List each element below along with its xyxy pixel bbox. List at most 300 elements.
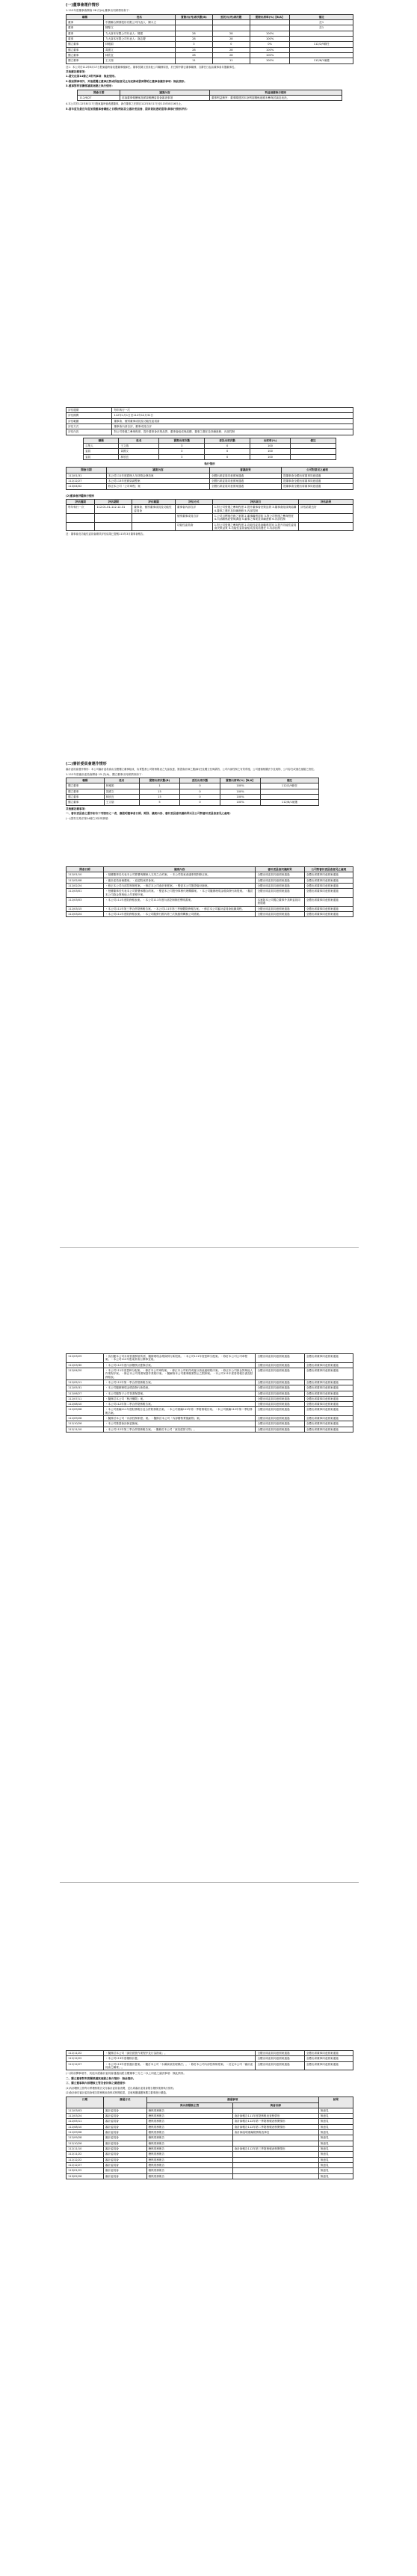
note-2: 二、獨立董事對利害關係議案迴避之執行情形：無此情形。 [66, 2076, 136, 2080]
table-header-cell: 開會日期 [78, 90, 120, 95]
table-cell: ・本公司重編111年度財務報告及合併財務報告案。・本公司重編112年第一季財務報告案。・本公司重編112年第二季財務報告案。 [103, 1407, 256, 1416]
table-header-cell: 開會日期 [67, 468, 107, 473]
table-row [67, 42, 353, 47]
table-cell: 審計委員會 [103, 2119, 146, 2124]
table-row [67, 36, 353, 41]
table-cell: 全體出席董事同意照案通過 [304, 2056, 353, 2061]
table-cell: 100% [250, 58, 290, 63]
table-row [67, 20, 353, 25]
table-cell: 董事 [67, 20, 104, 25]
table-cell: 全體出席董事同意照案通過 [304, 1379, 353, 1385]
table-row [67, 2147, 353, 2152]
table-cell: 100% [220, 783, 261, 789]
table-cell: ・本公司111年度財務報表案。・本公司111年度內部控制制度聲明書案。 [103, 897, 256, 906]
other-items: 其他應記載事項： [66, 807, 87, 810]
audit-resolutions-table [66, 866, 353, 917]
table-cell: 112年1月1日至112年12月31日 [112, 413, 353, 418]
table-cell [232, 2157, 318, 2162]
table-header-cell: 職稱 [67, 14, 104, 19]
table-cell: 對公司營運之參與程度、提升董事會決策品質、董事會組成與結構、董事之選任及持續進修、內部控制 [112, 429, 353, 435]
table-header-cell: 評估項目 [212, 500, 298, 505]
table-cell: 112/12/27 [67, 2162, 104, 2167]
table-cell: 每年執行一次 [67, 505, 95, 514]
table-cell: 全體出席董事同意照案通過 [304, 1391, 353, 1396]
table-cell: 評估週期 [67, 408, 112, 413]
table-cell: 1.對公司營運之參與程度 2.提升董事會決策品質 3.董事會組成與結構 4.董事之選任及持續進修 5.內部控制 [212, 505, 298, 514]
table-cell: 全體出席委員同意照案通過 [256, 889, 304, 898]
table-row [67, 31, 353, 36]
table-cell: 112/05/31 [67, 1385, 104, 1391]
table-header-cell: 備註 [290, 14, 353, 19]
table-row [67, 505, 353, 514]
table-cell: 個別董事成員自評 [175, 513, 212, 522]
audit-committee-section [66, 762, 353, 822]
table-row [67, 2135, 353, 2141]
table-cell: 註1 [290, 25, 353, 31]
table-cell: 全體出席委員同意照案通過 [256, 1407, 304, 1416]
table-cell [261, 789, 319, 794]
table-header-cell: 議案內容 [120, 90, 209, 95]
table-row [67, 58, 353, 63]
table-row [67, 1391, 353, 1396]
table-cell: 會計師報告112年第一季財務報表核閱情形 [232, 2119, 318, 2124]
table-cell: 稽核業務報告 [146, 2135, 232, 2141]
table-cell: 評估方式 [67, 423, 112, 429]
table-cell: 0 [179, 789, 220, 794]
table-cell: ・本公司113年度稽核計畫。 [103, 2056, 256, 2061]
table-row [67, 1354, 353, 1363]
table-cell: 112/03/29 [67, 1354, 104, 1363]
table-cell: 全體出席委員同意照案通過 [256, 906, 304, 911]
table-header-cell: 開會日期 [67, 867, 104, 872]
table-cell: 力大資本有限公司代表人：陳建 [103, 31, 175, 36]
table-cell: 王文瑞 [103, 58, 175, 63]
table-row [67, 2173, 353, 2179]
other-items-heading: 其他應記載事項： [66, 69, 87, 73]
table-cell: ・本公司112年第一季合併財務報告案。 [103, 1379, 256, 1385]
table-cell: 112/01/31 [67, 473, 107, 478]
table-cell: 113/01/22 [67, 2168, 104, 2173]
audit-intro-2: 1.112年度審計委員會開會 15 次(A)，獨立董事出列席情形如下： [66, 772, 145, 776]
table-cell: 28 [175, 47, 212, 52]
table-cell: 100% [220, 794, 261, 799]
table-row [67, 1362, 353, 1368]
section-heading: (一)董事會運作情形 [66, 3, 99, 7]
table-cell: 董事 [67, 25, 104, 31]
comm-header-cpa: 與會計師 [232, 2102, 318, 2108]
table-cell: 稽核業務報告 [146, 2124, 232, 2129]
table-header-cell: 評估方式 [175, 500, 212, 505]
communication-table [66, 2097, 353, 2179]
table-cell: 會計師說明重編財務報表事宜 [232, 2130, 318, 2135]
table-cell: 112/03/15 [67, 906, 104, 911]
table-cell: ・為因應本公司未來營運發展所需，擬辦理現金增資發行新股案。・本公司111年度盈餘分配案。・修訂本公司公司章程案。・本公司112年股東常會召開事宜案。 [103, 1354, 256, 1363]
table-cell: 無意見 [318, 2152, 353, 2157]
evaluation-overview-table [66, 407, 353, 435]
comm-header-matters: 溝通事項 [146, 2097, 318, 2102]
table-cell: 董事會、個別董事成員及功能性委員會 [132, 505, 176, 514]
table-row [67, 783, 319, 789]
table-row [67, 800, 319, 805]
board-operation-section [66, 3, 353, 112]
audit-resolutions-table-cont [66, 1353, 353, 1433]
table-cell [232, 2141, 318, 2146]
table-cell: 28 [175, 31, 212, 36]
table-cell: 董事利益衝突：董事陳建因本身利害關係迴避未參與討論及表決。 [209, 96, 342, 101]
table-cell: 全體出席委員同意照案通過 [256, 878, 304, 883]
table-row [67, 2051, 353, 2056]
table-cell [232, 2152, 318, 2157]
table-cell: 獨立董事 [67, 42, 104, 47]
table-header-cell: 姓名 [104, 778, 139, 783]
table-cell: 稽核業務報告 [146, 2152, 232, 2157]
table-cell: 無意見 [318, 2147, 353, 2152]
table-cell: 全體出席委員同意照案通過 [209, 473, 281, 478]
table-cell: 112/09/28 [67, 1416, 104, 1421]
table-row [78, 96, 342, 101]
table-cell: 林雅娟 [104, 783, 139, 789]
table-cell [299, 522, 353, 531]
table-row [67, 911, 353, 916]
table-cell: 本公司113年度薪資調整案 [106, 478, 209, 483]
table-cell [232, 2108, 318, 2113]
table-cell: ・本公司112年第三季合併財務報告案。・擬修訂本公司「誠信經營守則」。 [103, 1427, 256, 1432]
table-cell: ・授權董事長代表本公司簽署承攬合約案。・變更本公司股份事務代理機構案。・本公司擬辦理現金增資發行新股案。・擬訂本公司資金貸與他人作業程序案。 [103, 889, 256, 898]
table-cell: ・本公司111年第三季合併財務報告案。・本公司111年第三季個體財務報告案。・修訂本公司審計委員會組織規程。 [103, 906, 256, 911]
table-row [67, 52, 353, 58]
table-cell: 28 [175, 52, 212, 58]
table-row [67, 2157, 353, 2162]
table-cell: 全體出席委員同意照案通過 [256, 1385, 304, 1391]
table-header-cell: 備註 [291, 438, 336, 443]
exec-title: 執行情形 [204, 462, 215, 465]
evaluation-section [66, 407, 353, 537]
table-cell: 100% [250, 47, 290, 52]
table-cell: 全體出席委員同意照案通過 [256, 1427, 304, 1432]
table-cell: 林欣宜 [119, 454, 159, 459]
table-cell: 修正本公司「公司章程」案 [106, 484, 209, 489]
table-cell: 董事會內部自評 [175, 505, 212, 514]
table-row [67, 408, 353, 413]
table-cell [95, 513, 132, 522]
table-header-cell: 議案內容 [106, 468, 209, 473]
footnote: 註1：本公司於112年8月17日股東臨時會改選董事後解任。董事長陳文因其他公司職務原因，於任期中辭去董事職務，自辭任日起由董事會另選董事長。 [66, 65, 237, 69]
table-cell: 全體出席委員同意照案通過 [256, 1354, 304, 1363]
table-cell: 林雅娟 [103, 42, 175, 47]
table-row [67, 423, 353, 429]
table-cell [290, 52, 353, 58]
table-cell: 王文瑞 [119, 443, 159, 448]
table-cell: 無意見 [318, 2173, 353, 2179]
table-row [84, 454, 336, 459]
table-cell: 112/07/11 [67, 1396, 104, 1401]
table-cell: 28 [212, 47, 250, 52]
table-header-cell: 評估範圍 [132, 500, 176, 505]
table-cell: ・本公司112年第二季合併財務報告案。 [103, 1402, 256, 1407]
item-3: 3.董事對利害關係議案迴避之執行情形： [66, 84, 114, 88]
table-cell: 提董事會全體出席董事同意通過 [281, 484, 353, 489]
table-cell: 1.公司目標與任務之掌握 2.董事職責認知 3.對公司營運之參與程度 4.內部關係經營與溝通 5.董事之專業及持續進修 6.內部控制 [212, 513, 298, 522]
committee-attendance-table [83, 438, 336, 460]
table-cell: 評估期間 [67, 413, 112, 418]
page-divider [60, 1247, 359, 1248]
table-cell: 0 [179, 794, 220, 799]
other-item-2: (一)證券交易法第14條之5所列事項： [66, 816, 111, 820]
table-cell [132, 522, 176, 531]
table-row [67, 883, 353, 888]
table-cell: 100 [250, 454, 291, 459]
table-cell: 100% [250, 52, 290, 58]
table-cell [290, 36, 353, 41]
other-item-1: 一、審計委員會之運作如有下列情形之一者，應敘明董事會日期、期別、議案內容、審計委員會決議結果以及公司對審計委員會意見之處理： [66, 812, 232, 816]
table-cell: 委員 [84, 449, 119, 454]
table-row [67, 2061, 353, 2070]
table-header-cell: 委託出席次數 [179, 778, 220, 783]
table-cell: 獨立董事 [67, 800, 105, 805]
table-row [67, 2124, 353, 2129]
table-cell: 113/02/26 [67, 2173, 104, 2179]
table-cell: 3 [159, 454, 205, 459]
note-3: 三、獨立董事與內部稽核主管及會計師之溝通情形： [66, 2082, 128, 2085]
table-header-cell: 委託出(列)席次數 [212, 14, 250, 19]
table-cell [95, 522, 132, 531]
board-attendance-table [66, 14, 353, 64]
table-cell: 全體出席董事同意照案通過 [304, 1407, 353, 1416]
board-eval-table [66, 499, 353, 531]
table-cell: ・本公司擬對子公司背書保證案。 [103, 1391, 256, 1396]
table-row [67, 25, 353, 31]
table-row [67, 478, 353, 483]
table-cell: 112/11/22 [67, 2152, 104, 2157]
table-cell: 全體出席董事同意照案通過 [304, 2051, 353, 2056]
table-cell: 全體出席委員同意照案通過 [256, 1416, 304, 1421]
table-cell: 黃國文 [104, 789, 139, 794]
table-row [67, 2130, 353, 2135]
table-cell: 112/01/10 [67, 872, 104, 878]
table-cell: 112/09/08 [67, 1407, 104, 1416]
table-cell: 全體出席董事同意照案通過 [304, 1385, 353, 1391]
table-cell: 113/04/02 [67, 484, 107, 489]
table-row [84, 449, 336, 454]
table-row [67, 2152, 353, 2157]
table-cell: 112/12/27 [67, 2061, 104, 2070]
table-cell [290, 47, 353, 52]
table-header-cell: 姓名 [103, 14, 175, 19]
table-cell [175, 25, 212, 31]
audit-intro: 審計委員會運作情形：本公司審計委員會由全體獨立董事組成，負責監督公司財務報表之允當表達、簽證會計師之選(解)任及獨立性與績效、公司內部控制之有效實施、公司遵循相關法令及規則、公司存在或潛在風險之管控。 [66, 768, 316, 772]
item-5: 5.當年度及最近年度加強董事會職能之目標(例如設立審計委員會、提昇資訊透明度等)與執行情形評估： [66, 107, 190, 111]
table-cell: 獨立董事 [67, 58, 104, 63]
table-cell: ・擬修訂本公司「誠信經營作業程序及行為指南」。 [103, 2051, 256, 2056]
table-row [67, 522, 353, 531]
table-cell: 0 [205, 443, 250, 448]
table-cell: 全體出席董事同意照案通過 [304, 2061, 353, 2070]
table-cell: 全體出席董事同意照案通過 [304, 1368, 353, 1379]
table-cell: 獨立董事 [67, 794, 105, 799]
table-cell: 100% [220, 789, 261, 794]
table-cell: 王文瑞 [104, 800, 139, 805]
item-4: 4.本公司於112年8月17日股東臨時會改選董事，新任董事之任期自112年8月17日至115年8月16日止。 [66, 102, 184, 106]
table-cell: 112/06/27 [67, 1391, 104, 1396]
table-row [67, 1368, 353, 1379]
comm-header-result: 結果 [318, 2097, 353, 2108]
table-cell: 全體出席董事同意照案通過 [304, 872, 353, 878]
table-cell: ・本公司擬辦理現金增資發行新股案。 [103, 1385, 256, 1391]
table-cell: 稽核業務報告 [146, 2141, 232, 2146]
table-cell: 112/2/9辭任 [261, 783, 319, 789]
table-cell: 3 [159, 443, 205, 448]
table-header-cell: 評估期間 [95, 500, 132, 505]
table-header-cell: 備註 [261, 778, 319, 783]
table-cell: 112/02/08 [67, 878, 104, 883]
table-cell: 稽核業務報告 [146, 2108, 232, 2113]
table-cell: 全體出席委員同意照案通過 [256, 1362, 304, 1368]
table-cell: 評估內容 [67, 429, 112, 435]
table-cell: 無意見 [318, 2157, 353, 2162]
table-row [67, 897, 353, 906]
table-cell: 無意見 [318, 2119, 353, 2124]
table-cell: 112/03/03 [67, 897, 104, 906]
table-cell: 董事會、個別董事成員及功能性委員會 [112, 418, 353, 423]
table-cell: 0 [205, 449, 250, 454]
table-cell: 全體出席委員同意照案通過 [256, 1368, 304, 1379]
table-cell: 功能性委員會 [175, 522, 212, 531]
table-cell: 稽核業務報告 [146, 2119, 232, 2124]
table-row [67, 1402, 353, 1407]
table-cell: 112/08/10 [67, 1402, 104, 1407]
table-header-cell: 審議結果 [209, 468, 281, 473]
table-cell: 1 [139, 783, 179, 789]
table-cell: ・審計委員會補選案。・追認股東常會案。 [103, 878, 256, 883]
table-cell: 註1 [290, 20, 353, 25]
table-header-cell: 評估週期 [67, 500, 95, 505]
table-row [67, 484, 353, 489]
page-divider [60, 1882, 359, 1883]
table-row [67, 906, 353, 911]
section-intro: 1.112年度董事會開會 28 次(A),董事出列席情形如下： [66, 9, 132, 13]
table-cell: 112/09/28 [67, 2135, 104, 2141]
table-row [67, 1379, 353, 1385]
table-cell: 無意見 [318, 2130, 353, 2135]
table-cell: 全體出席委員同意照案通過 [256, 1402, 304, 1407]
table-cell: 112/11/10 [67, 1427, 104, 1432]
table-cell: 董事 [67, 31, 104, 36]
table-cell: 獨立董事 [67, 47, 104, 52]
table-row [67, 2162, 353, 2167]
table-cell: 審計委員會 [103, 2108, 146, 2113]
table-cell: 審計委員會 [103, 2135, 146, 2141]
table-cell: 評估結果良好 [299, 505, 353, 514]
table-cell: 112/6/1補選 [261, 800, 319, 805]
table-cell: 無意見 [318, 2114, 353, 2119]
table-header-cell: 實際出席次數(B) [139, 778, 179, 783]
table-cell: 全體出席董事同意照案通過 [304, 1427, 353, 1432]
table-cell: ・本公司112年度內部稽核計畫修訂案。 [103, 1362, 256, 1368]
table-cell: 100% [220, 800, 261, 805]
table-cell: ・擬修訂本公司「核決權限」案。 [103, 1396, 256, 1401]
table-cell [261, 794, 319, 799]
table-cell: 15 [139, 789, 179, 794]
table-row [67, 2119, 353, 2124]
table-cell: 112/12/27 [67, 478, 107, 483]
comm-header-audit: 與內部稽核主管 [146, 2102, 232, 2108]
comm-header-method: 溝通方式 [103, 2097, 146, 2108]
table-cell: 28 [175, 36, 212, 41]
table-cell: 委員 [84, 454, 119, 459]
eval-title: (2)董事會評鑑執行情形 [66, 494, 95, 497]
table-cell: 黃國文 [103, 47, 175, 52]
table-cell: 全體出席委員同意照案通過 [256, 2056, 304, 2061]
table-cell: 112/12/22 [67, 2056, 104, 2061]
table-cell: 112/03/01 [67, 889, 104, 898]
audit-resolutions-section-1 [66, 866, 353, 917]
note-4: (1)內部稽核主管每月將稽核報告交付審計委員會查閱，並出席審計委員會報告稽核業務執行情形。 [66, 2086, 176, 2090]
table-cell: 112/02/24 [67, 883, 104, 888]
table-cell: ・本公司111年度財務報表案。・本公司擬發行國內第三次無擔保轉換公司債案。 [103, 911, 256, 916]
table-cell: 112/05/11 [67, 1379, 104, 1385]
table-row [67, 473, 353, 478]
table-cell: 稽核業務報告 [146, 2130, 232, 2135]
table-row [67, 2108, 353, 2113]
table-cell: 評估範圍 [67, 418, 112, 423]
table-cell: 審計委員會 [103, 2147, 146, 2152]
table-cell [67, 522, 95, 531]
table-cell: 15 [139, 794, 179, 799]
table-cell: 100 [250, 443, 291, 448]
table-cell: 0 [205, 454, 250, 459]
table-header-cell: 姓名 [119, 438, 159, 443]
table-cell: 中國聯合開發股份有限公司代表人：陳永立 [103, 20, 175, 25]
table-cell: 獨立董事 [67, 783, 105, 789]
table-cell: 112/6/1補選 [290, 58, 353, 63]
table-cell [175, 20, 212, 25]
eval-note: 註：董事會及功能性委員會績效評估結果已提報113年3月董事會報告。 [66, 533, 146, 536]
table-cell: 28 [212, 36, 250, 41]
table-cell: 全體出席委員同意照案通過 [256, 1379, 304, 1385]
table-header-cell: 公司對審計委員會意見之處理 [304, 867, 353, 872]
table-cell: 11 [175, 58, 212, 63]
table-cell [290, 31, 353, 36]
table-cell: 審計委員會 [103, 2114, 146, 2119]
table-cell: 112/08/10 [67, 2124, 104, 2129]
table-cell [291, 443, 336, 448]
table-cell: 林欣宜 [104, 794, 139, 799]
table-cell: 會計師報告111年度財務報表查核情形 [232, 2114, 318, 2119]
table-row [67, 2141, 353, 2146]
table-row [67, 2114, 353, 2119]
table-cell: 0 [179, 783, 220, 789]
table-header-cell: 審計委員會決議結果 [256, 867, 304, 872]
table-cell: 112/10/26 [67, 1421, 104, 1427]
table-row [67, 418, 353, 423]
table-header-cell: 職稱 [84, 438, 119, 443]
table-row [67, 1421, 353, 1427]
table-cell: 無意見 [318, 2168, 353, 2173]
table-cell: 本案除本公司獨立董事外其餘委員同意通過 [256, 897, 304, 906]
table-row [67, 513, 353, 522]
note-5: (2)會計師於審計委員會報告財務報表查核或核閱結果，並就相關議題與獨立董事進行溝通。 [66, 2091, 169, 2094]
table-cell: 稽核業務報告 [146, 2162, 232, 2167]
table-cell [232, 2135, 318, 2141]
table-row [67, 1407, 353, 1416]
item-1: 1.證交法第14條之3所列事項：無此情形。 [66, 75, 117, 78]
table-cell: 112.01.01-112.12.31 [95, 505, 132, 514]
table-cell: 審計委員會 [103, 2141, 146, 2146]
table-cell: 全體出席董事同意照案通過 [304, 1362, 353, 1368]
table-cell: 0 [179, 800, 220, 805]
table-cell: 審計委員會 [103, 2157, 146, 2162]
table-cell [299, 513, 353, 522]
